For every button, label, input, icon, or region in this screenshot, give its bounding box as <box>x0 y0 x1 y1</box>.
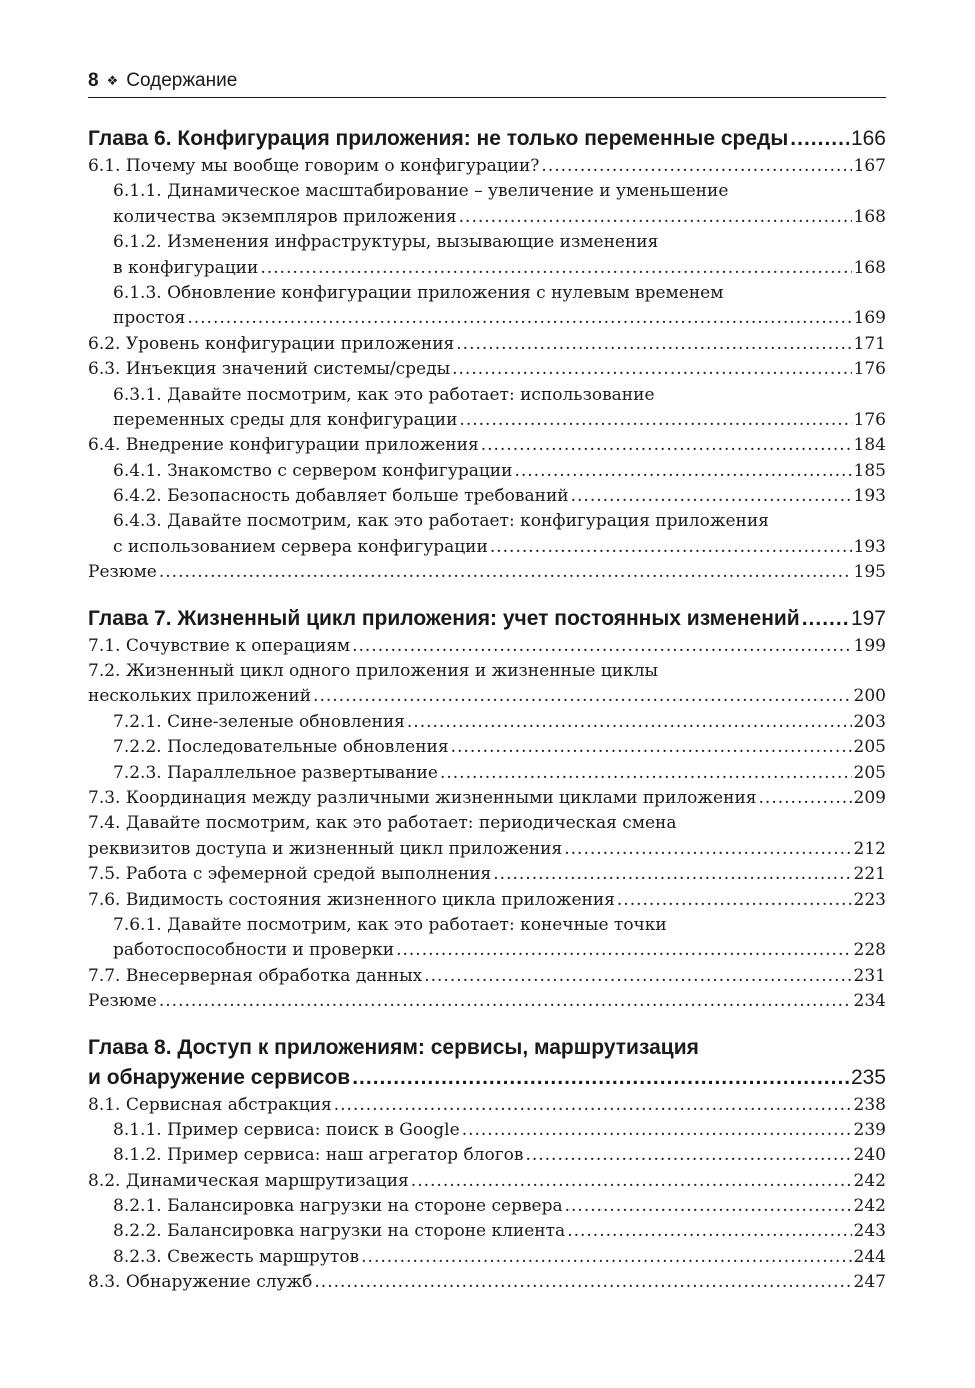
toc-entry <box>88 205 886 230</box>
toc-entry <box>88 837 886 862</box>
toc-entry <box>88 862 886 887</box>
toc-entry <box>88 1219 886 1244</box>
toc-entry <box>88 1194 886 1219</box>
entry-title: 6.4.1. Знакомство с сервером конфигурации <box>113 460 513 481</box>
page-ref: 240 <box>853 1145 886 1166</box>
page-ref: 195 <box>853 562 886 583</box>
page-ref: 242 <box>853 1170 886 1191</box>
page-ref: 242 <box>853 1196 886 1217</box>
entry-title: нескольких приложений <box>88 686 312 707</box>
entry-title: 7.7. Внесерверная обработка данных <box>88 965 423 986</box>
toc-entry <box>88 433 886 458</box>
entry-title-line: 6.1.1. Динамическое масштабирование – увеличение и уменьшение <box>113 181 729 202</box>
entry-title-line: 6.1.2. Изменения инфраструктуры, вызывающие изменения <box>113 232 659 253</box>
page-ref: 235 <box>850 1065 886 1089</box>
page-ref: 166 <box>850 127 886 150</box>
toc-entry <box>88 256 886 281</box>
toc-entry <box>88 1169 886 1194</box>
entry-title: 6.4.2. Безопасность добавляет больше требований <box>113 486 569 507</box>
entry-title: 7.3. Координация между различными жизненными циклами приложения <box>88 787 757 808</box>
entry-title: работоспособности и проверки <box>113 940 395 961</box>
page-ref: 171 <box>853 333 886 354</box>
entry-title: с использованием сервера конфигурации <box>113 536 488 557</box>
toc-entry <box>88 1093 886 1118</box>
toc-entry <box>88 1245 886 1270</box>
entry-title: 7.6. Видимость состояния жизненного цикла приложения <box>88 889 615 910</box>
page-number: 8 <box>88 69 99 91</box>
page-ref: 205 <box>853 762 886 783</box>
page-ref: 205 <box>853 737 886 758</box>
entry-title: простоя <box>113 308 186 329</box>
toc-entry <box>88 710 886 735</box>
running-header <box>88 64 886 98</box>
entry-title: 6.1. Почему мы вообще говорим о конфигурации? <box>88 156 540 176</box>
entry-title-line: 6.3.1. Давайте посмотрим, как это работает: использование <box>113 384 655 405</box>
chapter-title: Глава 6. Конфигурация приложения: не только переменные среды <box>88 127 789 150</box>
toc-entry <box>88 535 886 560</box>
toc-entry <box>88 684 886 709</box>
entry-title-line: 7.2. Жизненный цикл одного приложения и жизненные циклы <box>88 661 659 682</box>
entry-title: Резюме <box>88 562 157 583</box>
page-ref: 234 <box>853 991 886 1012</box>
toc-entry <box>88 560 886 585</box>
page-ref: 200 <box>853 686 886 707</box>
toc-entry <box>88 786 886 811</box>
entry-title: 8.1.2. Пример сервиса: наш агрегатор блогов <box>113 1145 524 1166</box>
chapter-8-heading <box>88 1063 886 1093</box>
toc-entry <box>88 408 886 433</box>
toc-entry <box>88 332 886 357</box>
entry-title: 8.2.1. Балансировка нагрузки на стороне сервера <box>113 1196 563 1217</box>
page-ref: 176 <box>853 409 886 430</box>
page-ref: 244 <box>853 1246 886 1267</box>
chapter-8-heading-line: Глава 8. Доступ к приложениям: сервисы, маршрутизация <box>88 1035 699 1059</box>
page-ref: 247 <box>853 1272 886 1293</box>
entry-title: реквизитов доступа и жизненный цикл приложения <box>88 838 563 859</box>
entry-title: 8.2.3. Свежесть маршрутов <box>113 1246 360 1267</box>
entry-title: 7.1. Сочувствие к операциям <box>88 635 351 656</box>
page-ref: 197 <box>850 606 886 630</box>
toc-entry <box>88 1270 886 1295</box>
page-ref: 184 <box>853 435 886 456</box>
table-of-contents <box>88 124 886 1296</box>
entry-title: Резюме <box>88 991 157 1012</box>
page-ref: 228 <box>853 940 886 961</box>
page-ref: 167 <box>853 156 886 176</box>
entry-title: 8.3. Обнаружение служб <box>88 1272 313 1293</box>
page-ref: 223 <box>853 889 886 910</box>
entry-title: 7.2.3. Параллельное развертывание <box>113 762 438 783</box>
page-ref: 209 <box>853 787 886 808</box>
entry-title-line: 7.6.1. Давайте посмотрим, как это работает: конечные точки <box>113 914 667 935</box>
entry-title: количества экземпляров приложения <box>113 206 457 227</box>
toc-entry <box>88 1143 886 1168</box>
toc-entry <box>88 989 886 1014</box>
page-ref: 221 <box>853 864 886 885</box>
entry-title: 6.4. Внедрение конфигурации приложения <box>88 435 479 456</box>
toc-entry <box>88 306 886 331</box>
page-ref: 231 <box>853 965 886 986</box>
toc-entry <box>88 964 886 989</box>
toc-entry <box>88 357 886 382</box>
toc-entry <box>88 484 886 509</box>
diamond-icon: ❖ <box>106 72 119 88</box>
page-ref: 176 <box>853 359 886 380</box>
page-ref: 168 <box>853 206 886 227</box>
entry-title: 7.2.2. Последовательные обновления <box>113 737 449 758</box>
page-ref: 243 <box>853 1221 886 1242</box>
page-ref: 169 <box>853 308 886 329</box>
entry-title: 8.2. Динамическая маршрутизация <box>88 1170 409 1191</box>
page-ref: 238 <box>853 1094 886 1115</box>
page-ref: 212 <box>853 838 886 859</box>
toc-entry <box>88 1118 886 1143</box>
entry-title: 7.2.1. Сине-зеленые обновления <box>113 711 405 732</box>
entry-title: в конфигурации <box>113 257 259 278</box>
toc-entry <box>88 761 886 786</box>
entry-title-line: 7.4. Давайте посмотрим, как это работает: периодическая смена <box>88 813 677 834</box>
chapter-6-heading <box>88 124 886 154</box>
entry-title: 8.1. Сервисная абстракция <box>88 1094 332 1115</box>
toc-entry <box>88 634 886 659</box>
entry-title-line: 6.4.3. Давайте посмотрим, как это работает: конфигурация приложения <box>113 511 769 532</box>
entry-title: 6.2. Уровень конфигурации приложения <box>88 333 455 354</box>
toc-entry <box>88 735 886 760</box>
entry-title: 8.1.1. Пример сервиса: поиск в Google <box>113 1119 460 1140</box>
entry-title-line: 6.1.3. Обновление конфигурации приложения с нулевым временем <box>113 282 724 303</box>
page <box>88 64 886 1296</box>
page-ref: 203 <box>853 711 886 732</box>
page-ref: 239 <box>853 1119 886 1140</box>
page-ref: 193 <box>853 536 886 557</box>
chapter-title: Глава 7. Жизненный цикл приложения: учет постоянных изменений <box>88 606 800 630</box>
entry-title: 7.5. Работа с эфемерной средой выполнения <box>88 864 492 885</box>
chapter-title: и обнаружение сервисов <box>88 1065 351 1089</box>
chapter-7-heading <box>88 604 886 634</box>
page-ref: 168 <box>853 257 886 278</box>
entry-title: 6.3. Инъекция значений системы/среды <box>88 359 451 380</box>
entry-title: переменных среды для конфигурации <box>113 409 458 430</box>
toc-entry <box>88 154 886 179</box>
section-title: Содержание <box>126 69 238 91</box>
toc-entry <box>88 459 886 484</box>
page-ref: 193 <box>853 486 886 507</box>
entry-title: 8.2.2. Балансировка нагрузки на стороне клиента <box>113 1221 566 1242</box>
toc-entry <box>88 938 886 963</box>
toc-entry <box>88 888 886 913</box>
page-ref: 185 <box>853 460 886 481</box>
page-ref: 199 <box>853 635 886 656</box>
